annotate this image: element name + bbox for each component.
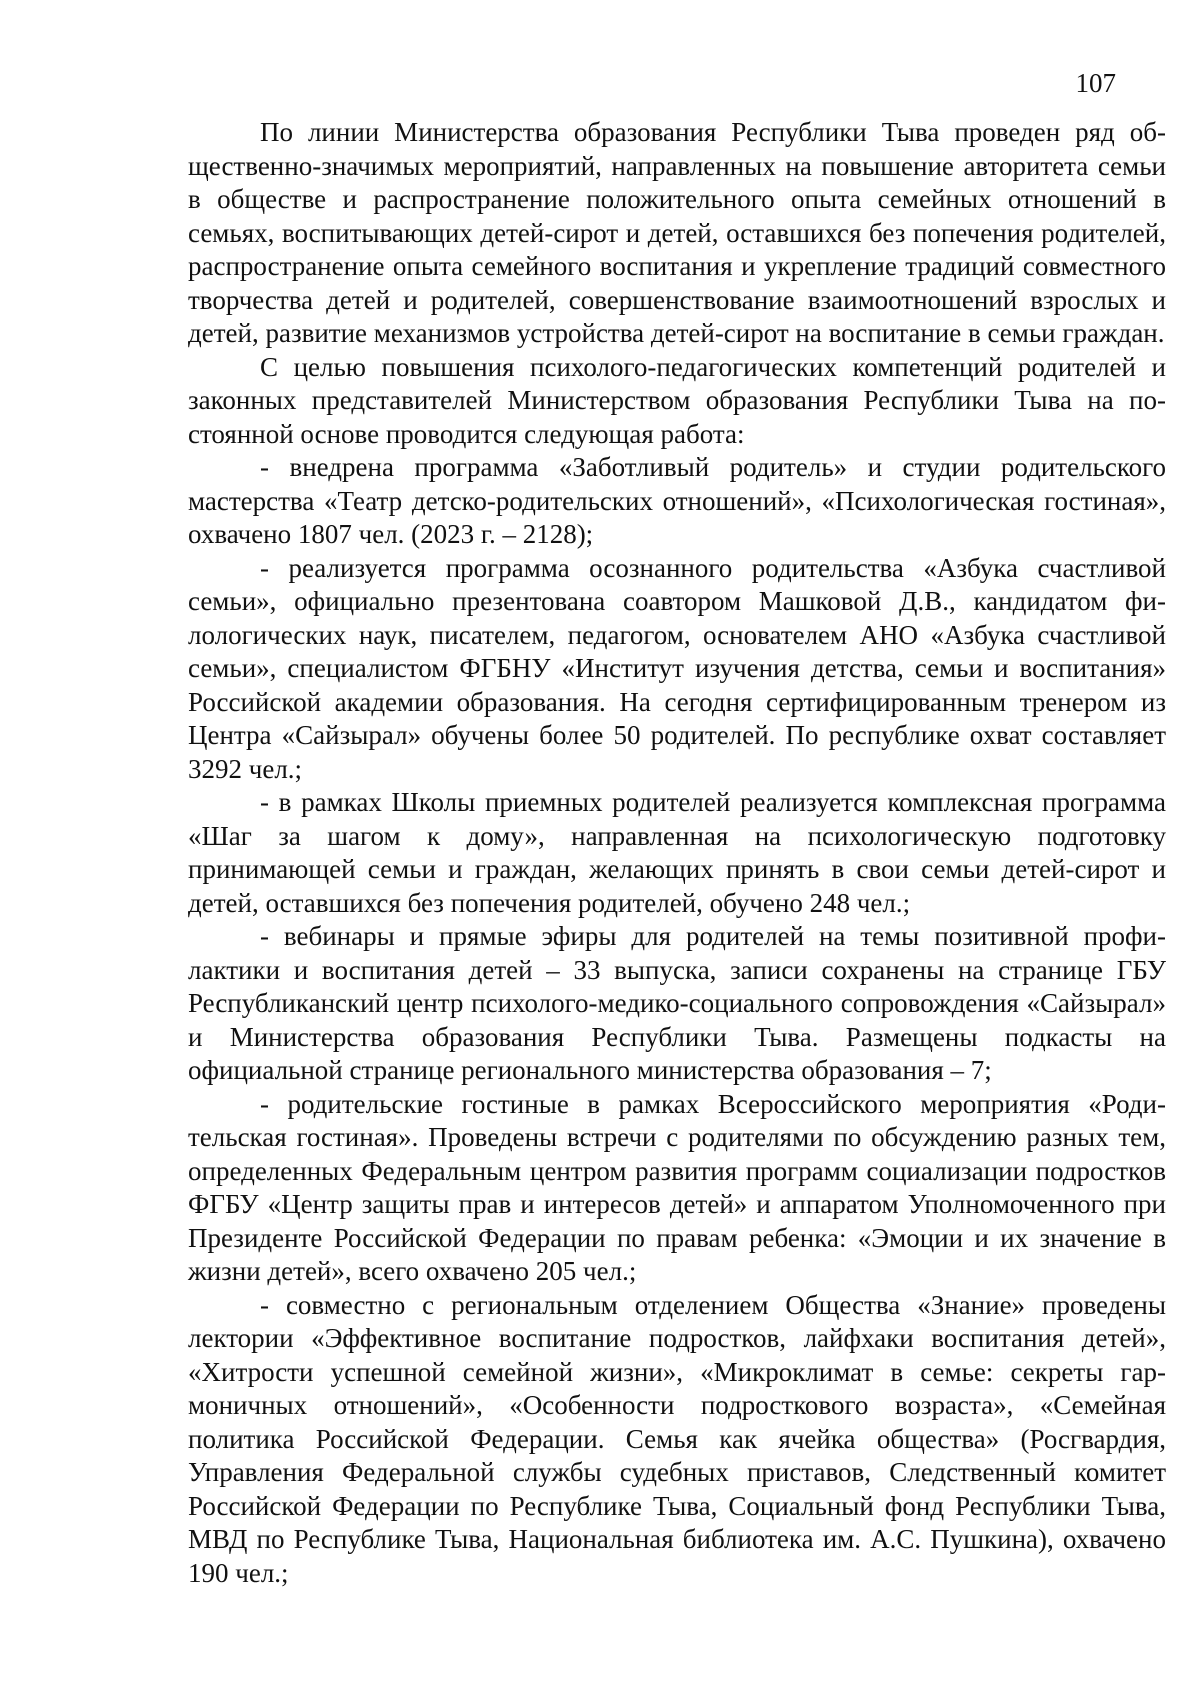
list-item-foster-parents-school: - в рамках Школы приемных родителей реализуется комплексная программа «Шаг за шагом к дому», направленная на психологическую подготовку принимающей семьи и граждан, желающих принять в свои семьи детей-сирот и детей, оставшихся без попечения родителей, обучено 248 чел.; xyxy=(188,787,1166,918)
document-body xyxy=(188,116,1166,1590)
page-number: 107 xyxy=(1075,68,1116,98)
list-item-znanie-lectures: - совместно с региональным отделением Общества «Знание» проведены лектории «Эффективное воспитание подростков, лайфхаки воспитания детей», «Хитрости успешной семейной жизни», «Микроклимат в семье: секреты гармоничных отношений», «Особенности подросткового возраста», «Семейная политика Российской Федерации. Семья как ячейка общества» (Росгвардия, Управления Федеральной службы судебных приставов, Следственный комитет Российской Федерации по Республике Тыва, Социальный фонд Республики Тыва, МВД по Республике Тыва, Национальная библиотека им. А.С. Пушкина), охвачено 190 чел.; xyxy=(188,1289,1166,1588)
list-item-webinars: - вебинары и прямые эфиры для родителей на темы позитивной профилактики и воспитания детей – 33 выпуска, записи сохранены на странице ГБУ Республиканский центр психолого-медико-социального сопровождения «Сайзырал» и Министерства образования Республики Тыва. Размещены подкасты на официальной странице регионального министерства образования – 7; xyxy=(188,921,1166,1085)
list-item-parent-lounges: - родительские гостиные в рамках Всероссийского мероприятия «Родительская гостиная». Проведены встречи с родителями по обсуждению разных тем, определенных Федеральным центром развития программ социализации подростков ФГБУ «Центр защиты прав и интересов детей» и аппаратом Уполномоченного при Президенте Российской Федерации по правам ребенка: «Эмоции и их значение в жизни детей», всего охвачено 205 чел.; xyxy=(188,1088,1166,1286)
paragraph-ministry-events: По линии Министерства образования Республики Тыва проведен ряд общественно-значимых мероприятий, направленных на повышение авторитета семьи в обществе и распространение положительного опыта семейных отношений в семьях, воспитывающих детей-сирот и детей, оставшихся без попечения родителей, распространение опыта семейного воспитания и укрепление традиций совместного творчества детей и родителей, совершенствование взаимоотношений взрослых и детей, развитие механизмов устройства детей-сирот на воспитание в семьи граждан. xyxy=(188,117,1166,348)
list-item-caring-parent-program: - внедрена программа «Заботливый родитель» и студии родительского мастерства «Театр детско-родительских отношений», «Психологическая гостиная», охвачено 1807 чел. (2023 г. – 2128); xyxy=(188,452,1166,549)
list-item-happy-family-alphabet: - реализуется программа осознанного родительства «Азбука счастливой семьи», официально презентована соавтором Машковой Д.В., кандидатом филологических наук, писателем, педагогом, основателем АНО «Азбука счастливой семьи», специалистом ФГБНУ «Институт изучения детства, семьи и воспитания» Российской академии образования. На сегодня сертифицированным тренером из Центра «Сайзырал» обучены более 50 родителей. По республике охват составляет 3292 чел.; xyxy=(188,552,1166,784)
paragraph-competence-intro: С целью повышения психолого-педагогических компетенций родителей и законных представителей Министерством образования Республики Тыва на постоянной основе проводится следующая работа: xyxy=(188,351,1166,449)
